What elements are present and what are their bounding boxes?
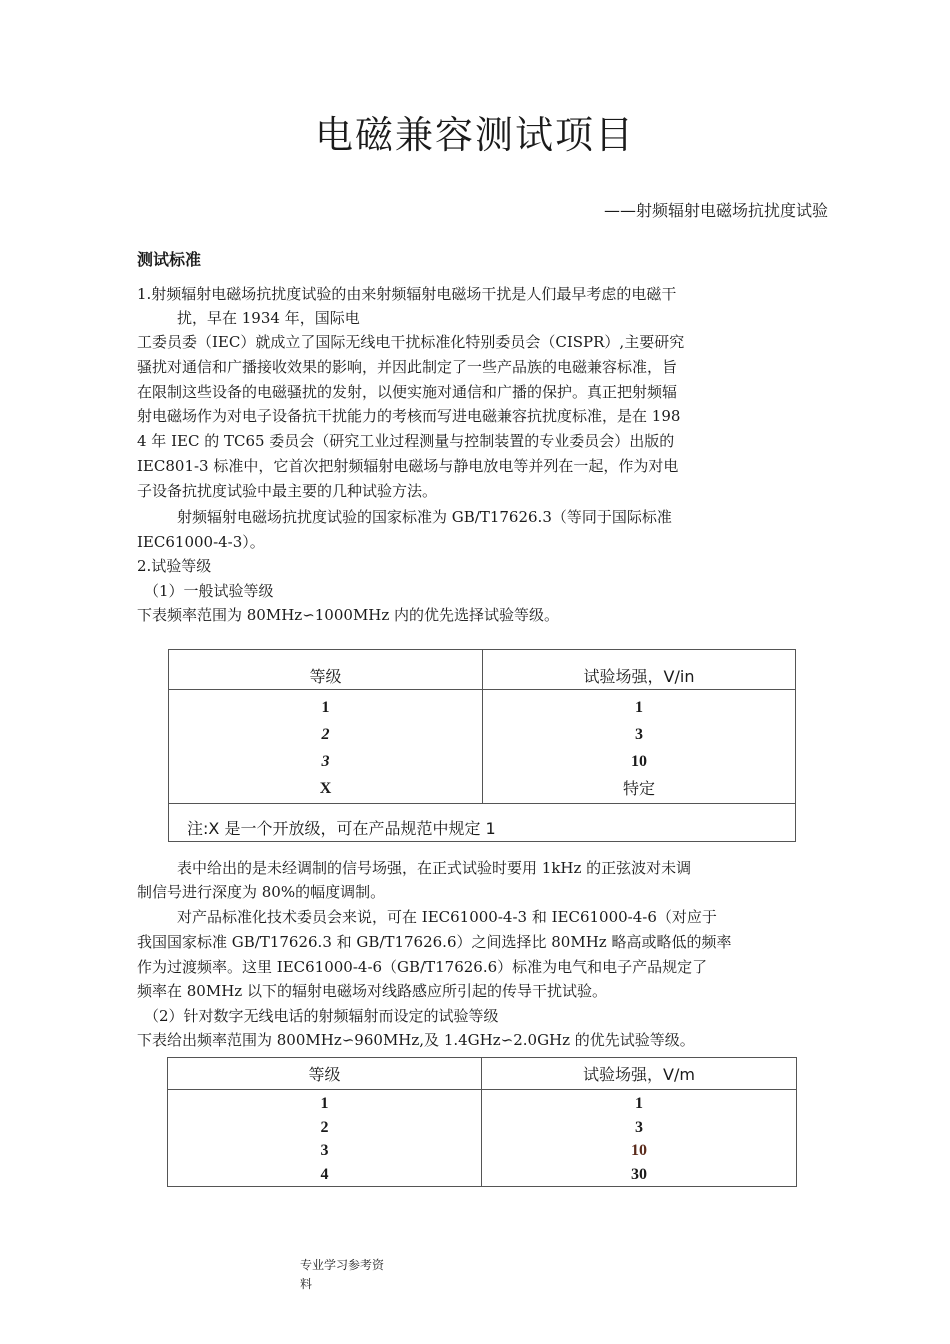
table2-intro: 下表给出频率范围为 800MHz∽960MHz,及 1.4GHz∽2.0GHz 的优先试验等级。 [137, 1031, 695, 1049]
table-cell: 3 [321, 753, 330, 770]
page-subtitle: ——射频辐射电磁场抗扰度试验 [603, 201, 828, 220]
footer-line: 专业学习参考资 [300, 1258, 385, 1272]
para1-line: 在限制这些设备的电磁骚扰的发射，以便实施对通信和广播的保护。真正把射频辐 [137, 383, 678, 401]
section-2-heading: 2.试验等级 [137, 557, 212, 575]
para2-line: 射频辐射电磁场抗扰度试验的国家标准为 GB/T17626.3（等同于国际标准 [177, 508, 672, 526]
table2-header-level: 等级 [168, 1058, 482, 1090]
para1-line: 射电磁场作为对电子设备抗干扰能力的考核而写进电磁兼容抗扰度标准，是在 198 [137, 407, 681, 425]
para1-line: 骚扰对通信和广播接收效果的影响，并因此制定了一些产品族的电磁兼容标准，旨 [137, 358, 678, 376]
section-heading: 测试标准 [137, 250, 202, 269]
table-cell: 3 [635, 1118, 643, 1136]
table-cell: 30 [631, 1165, 647, 1183]
para4-line: 对产品标准化技术委员会来说，可在 IEC61000-4-3 和 IEC61000-4-6（对应于 [177, 908, 717, 926]
table1-note: 注:X 是一个开放级，可在产品规范中规定 1 [169, 804, 796, 842]
table-cell: 3 [320, 1142, 329, 1159]
para4-line: 我国国家标准 GB/T17626.3 和 GB/T17626.6）之间选择比 80MHz 略高或略低的频率 [137, 933, 732, 951]
subsection-1-heading: （1）一般试验等级 [144, 582, 274, 600]
table-cell: 10 [631, 1142, 647, 1159]
table-cell: 2 [321, 726, 330, 743]
table-cell: 1 [635, 1095, 643, 1112]
table1 [168, 649, 796, 842]
table-cell: 1 [320, 1095, 329, 1112]
table1-values-cell [483, 690, 796, 804]
para3-line: 表中给出的是未经调制的信号场强，在正式试验时要用 1kHz 的正弦波对未调 [177, 859, 692, 877]
para2-line: IEC61000-4-3）。 [137, 533, 265, 551]
table-cell: 10 [631, 753, 647, 770]
table-cell: 特定 [622, 779, 655, 798]
table2-header-strength: 试验场强，V/m [482, 1058, 797, 1090]
para4-line: 频率在 80MHz 以下的辐射电磁场对线路感应所引起的传导干扰试验。 [137, 982, 607, 1000]
para1-line: 子设备抗扰度试验中最主要的几种试验方法。 [137, 482, 438, 500]
table2-levels-cell [168, 1090, 482, 1187]
para4-line: 作为过渡频率。这里 IEC61000-4-6（GB/T17626.6）标准为电气和电子产品规定了 [137, 958, 708, 976]
table1-header-level: 等级 [169, 650, 483, 690]
para1-line: 1.射频辐射电磁场抗扰度试验的由来射频辐射电磁场干扰是人们最早考虑的电磁干 [137, 285, 677, 303]
table1-intro: 下表频率范围为 80MHz∽1000MHz 内的优先选择试验等级。 [137, 606, 560, 624]
para1-line: 4 年 IEC 的 TC65 委员会（研究工业过程测量与控制装置的专业委员会）出版的 [137, 432, 675, 450]
table-cell: 4 [320, 1165, 329, 1183]
table-cell: X [319, 780, 332, 797]
para1-line: 扰，早在 1934 年，国际电 [177, 309, 360, 327]
page-footer [300, 1256, 400, 1294]
table-cell: 1 [321, 699, 330, 716]
table1-header-strength: 试验场强，V/in [483, 650, 796, 690]
table-cell: 1 [635, 699, 643, 716]
para1-line: IEC801-3 标准中，它首次把射频辐射电磁场与静电放电等并列在一起，作为对电 [137, 457, 679, 475]
table-cell: 3 [635, 726, 643, 743]
footer-line: 料 [300, 1277, 313, 1291]
table2 [167, 1057, 797, 1187]
para3-line: 制信号进行深度为 80%的幅度调制。 [137, 883, 386, 901]
subsection-2-heading: （2）针对数字无线电话的射频辐射而设定的试验等级 [144, 1007, 499, 1025]
para1-line: 工委员委（IEC）就成立了国际无线电干扰标准化特别委员会（CISPR）,主要研究 [137, 333, 685, 351]
table-cell: 2 [320, 1118, 329, 1136]
table1-levels-cell [169, 690, 483, 804]
page-title: 电磁兼容测试项目 [314, 113, 635, 157]
table2-values-cell [482, 1090, 797, 1187]
